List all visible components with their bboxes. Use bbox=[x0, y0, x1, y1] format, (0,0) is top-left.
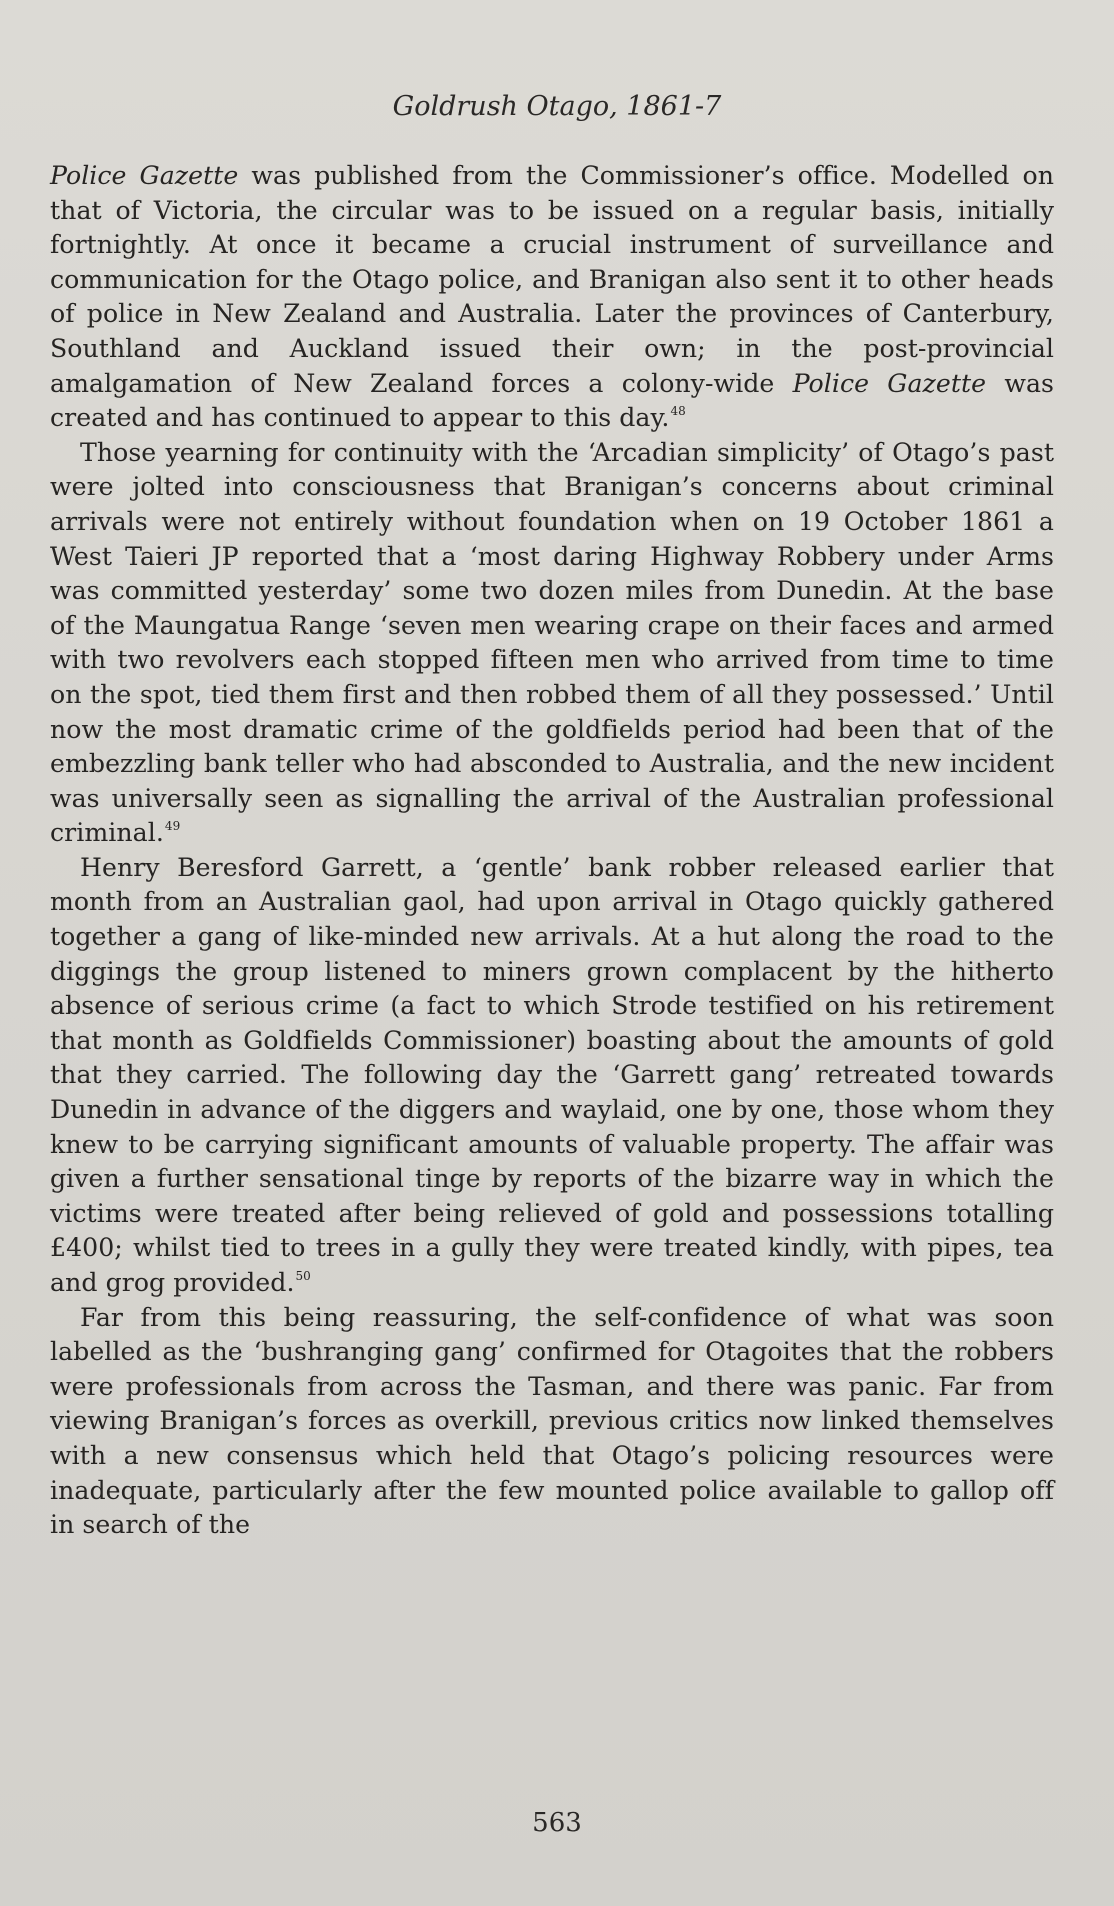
paragraph-text: Henry Beresford Garrett, a ‘gentle’ bank robber released earlier that month from an Australian gaol, had upon arrival in Otago quickly gathered together a gang of like-minded new arrivals. At a hut along the road to the diggings the group listened to miners grown complacent by the hitherto absence of serious crime (a fact to which Strode testified on his retirement that month as Goldfields Commissioner) boasting about the amounts of gold that they carried. The following day the ‘Garrett gang’ retreated towards Dunedin in advance of the diggers and waylaid, one by one, those whom they knew to be carrying significant amounts of valuable property. The affair was given a further sensational tinge by reports of the bizarre way in which the victims were treated after being relieved of gold and possessions totalling £400; whilst tied to trees in a gully they were treated kindly, with pipes, tea and grog provided. bbox=[50, 852, 1054, 1297]
footnote-ref-50: 50 bbox=[295, 1268, 311, 1283]
footnote-ref-49: 49 bbox=[164, 818, 181, 833]
running-header: Goldrush Otago, 1861-7 bbox=[392, 91, 722, 122]
italic-title: Police Gazette bbox=[792, 368, 987, 398]
page-number: 563 bbox=[532, 1808, 582, 1838]
paragraph-text: Those yearning for continuity with the ‘Arcadian simplicity’ of Otago’s past were jolted into consciousness that Branigan’s concerns about criminal arrivals were not entirely without foundation when on 19 October 1861 a West Taieri JP reported that a ‘most daring Highway Robbery under Arms was committed yesterday’ some two dozen miles from Dunedin. At the base of the Maungatua Range ‘seven men wearing crape on their faces and armed with two revolvers each stopped fifteen men who arrived from time to time on the spot, tied them first and then robbed them of all they possessed.’ Until now the most dramatic crime of the goldfields period had been that of the embezzling bank teller who had absconded to Australia, and the new incident was universally seen as signalling the arrival of the Australian professional criminal. bbox=[50, 437, 1054, 848]
paragraph-4 bbox=[50, 1301, 1054, 1543]
footnote-ref-48: 48 bbox=[670, 403, 686, 418]
paragraph-text: Far from this being reassuring, the self-confidence of what was soon labelled as the ‘bushranging gang’ confirmed for Otagoites that the robbers were professionals from across the Tasman, and there was panic. Far from viewing Branigan’s forces as overkill, previous critics now linked themselves with a new consensus which held that Otago’s policing resources were inadequate, particularly after the few mounted police available to gallop off in search of the bbox=[50, 1302, 1054, 1540]
paragraph-text: was published from the Commissioner’s office. Modelled on that of Victoria, the circular was to be issued on a regular basis, initially fortnightly. At once it became a crucial instrument of surveillance and communication for the Otago police, and Branigan also sent it to other heads of police in New Zealand and Australia. Later the provinces of Canterbury, Southland and Auckland issued their own; in the post-provincial amalgamation of New Zealand forces a colony-wide bbox=[50, 161, 1054, 398]
paragraph-1 bbox=[50, 159, 1054, 436]
italic-title: Police Gazette bbox=[50, 161, 239, 190]
paragraph-3 bbox=[50, 851, 1054, 1301]
paragraph-text: was created and has continued to appear to this day. bbox=[50, 368, 1054, 433]
body-text bbox=[50, 159, 1054, 1543]
paragraph-2 bbox=[50, 436, 1054, 851]
